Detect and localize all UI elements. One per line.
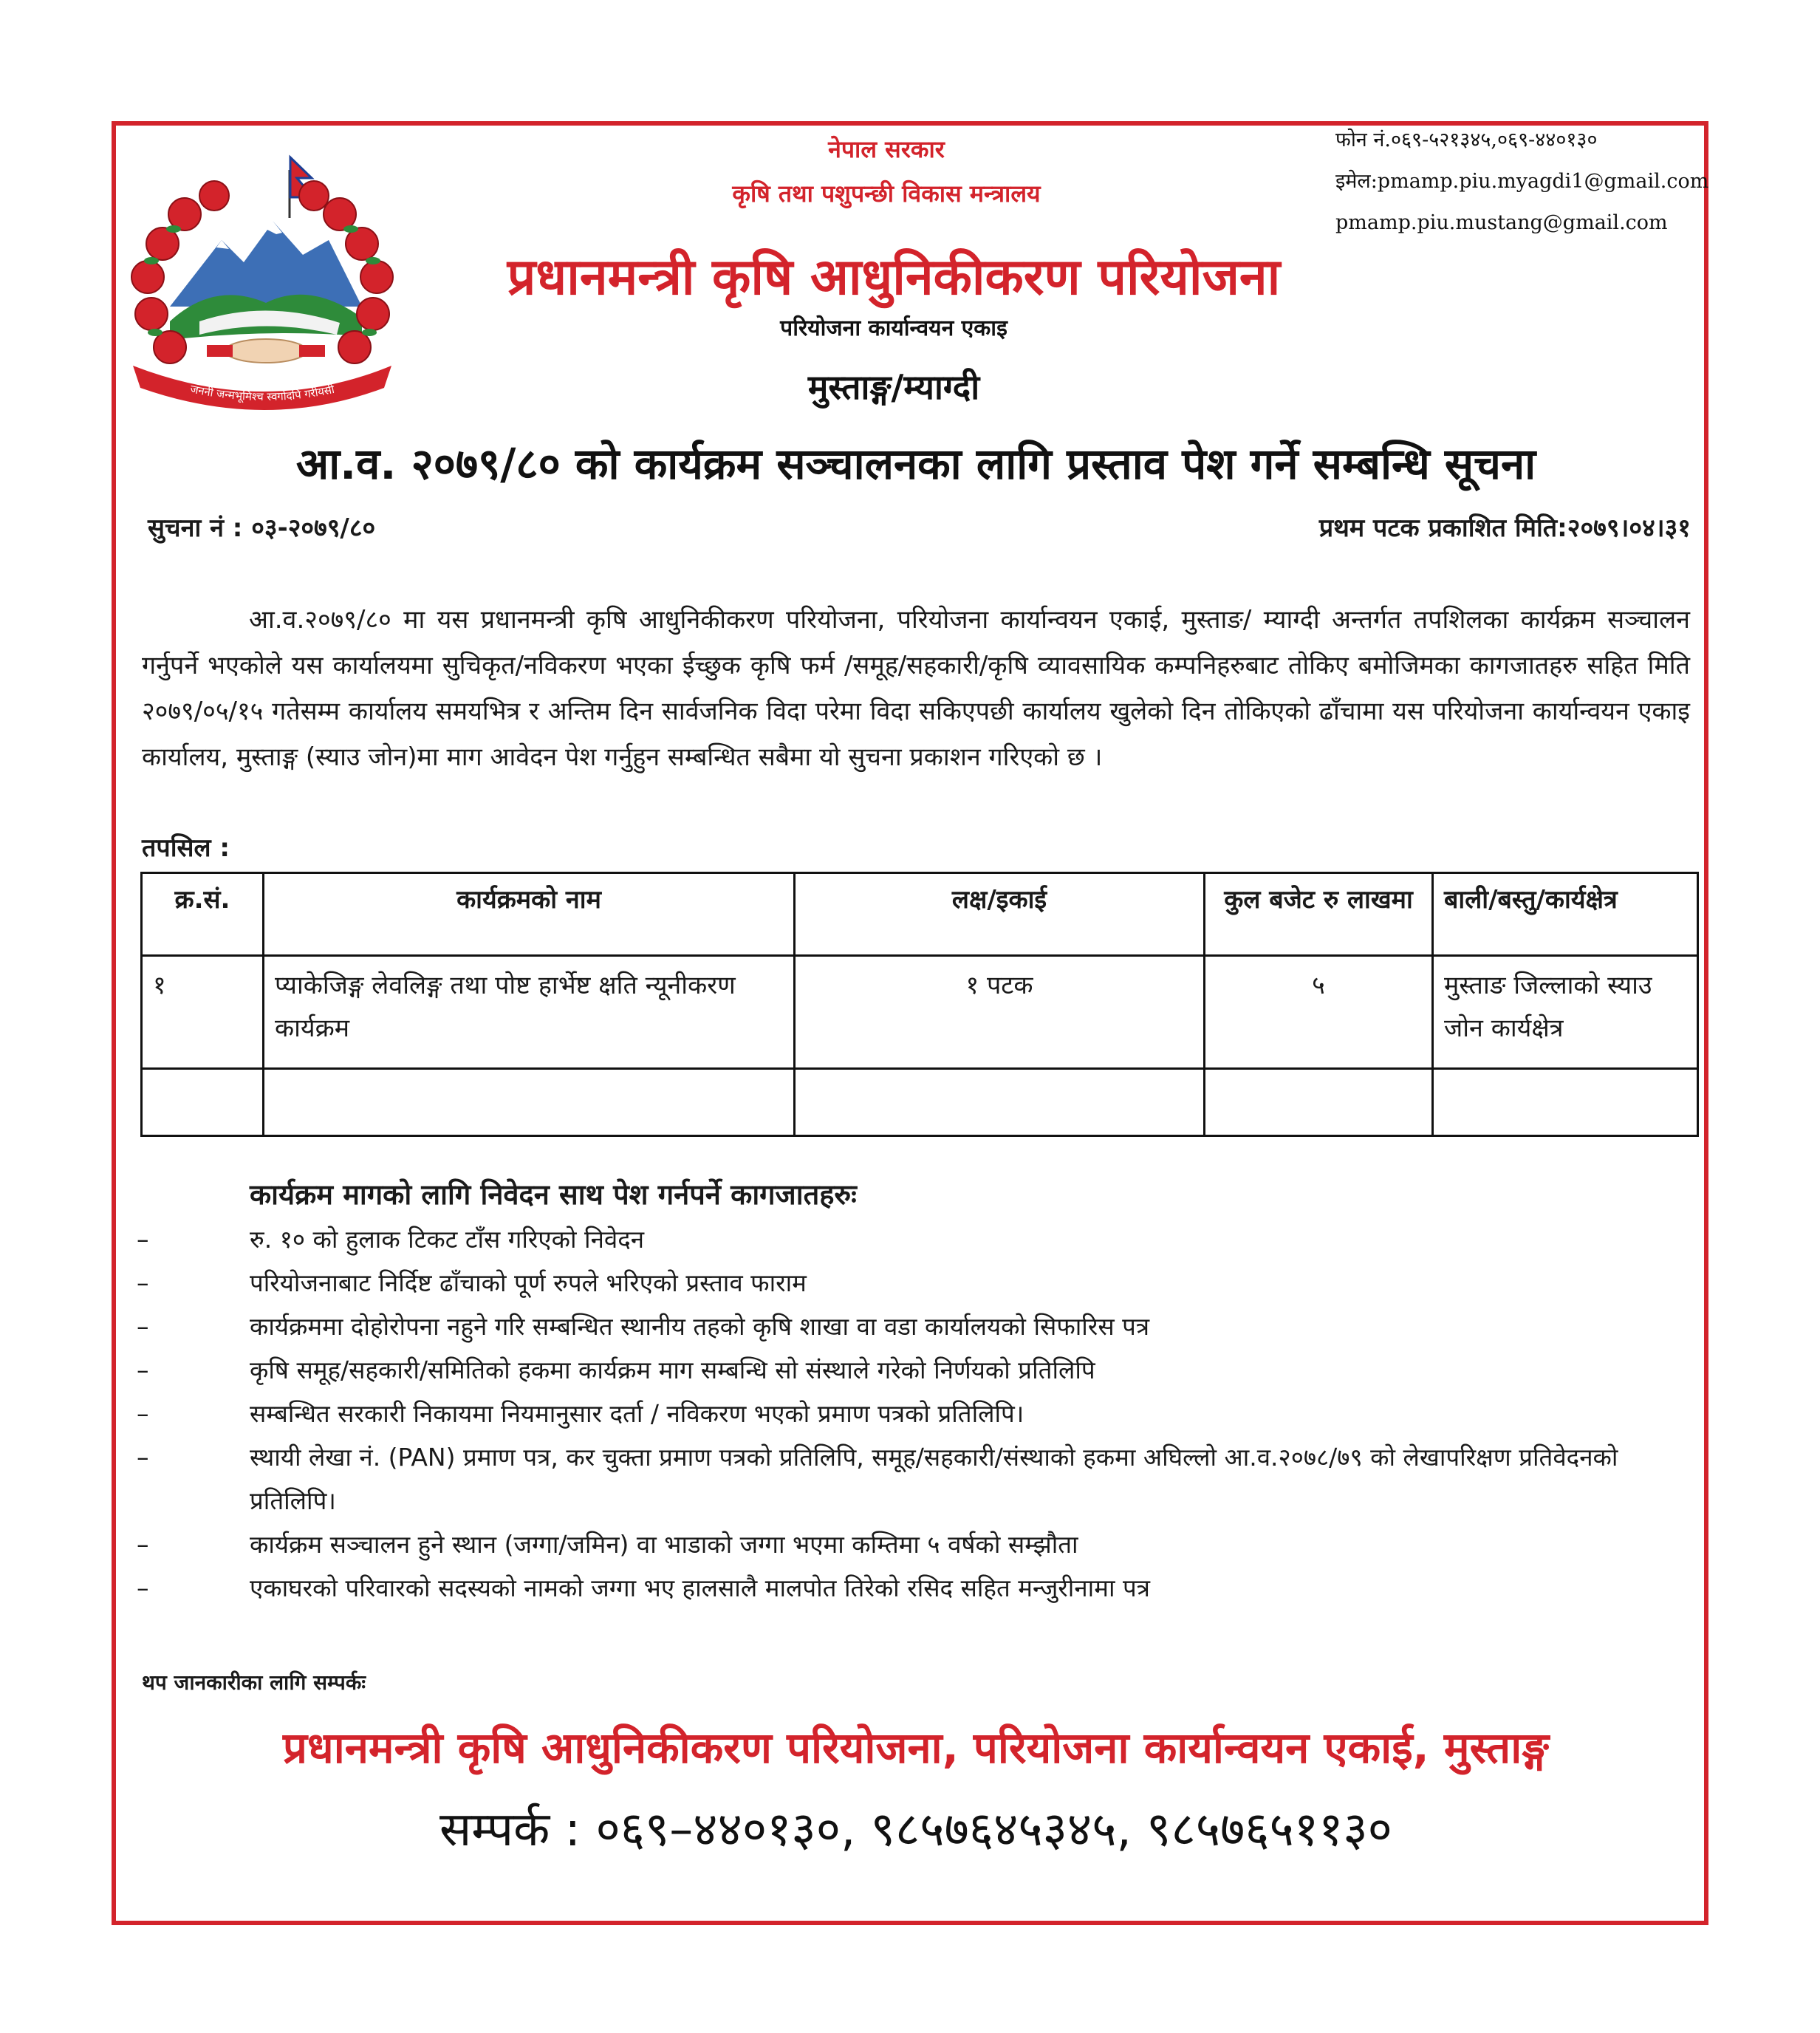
dash-bullet: – xyxy=(137,1268,149,1297)
document-text: स्थायी लेखा नं. (PAN) प्रमाण पत्र, कर चुक्ता प्रमाण पत्रको प्रतिलिपि, समूह/सहकारी/संस्थाको हकमा अघिल्लो आ.व.२०७८/७९ को लेखापरिक्षण प्रतिवेदनको प्रतिलिपि। xyxy=(250,1443,1618,1515)
nepal-emblem-icon xyxy=(118,151,406,414)
government-name: नेपाल सरकार xyxy=(828,135,945,163)
list-item xyxy=(137,1217,1703,1261)
district-name: मुस्ताङ्ग/म्याग्दी xyxy=(807,367,980,407)
notice-title: आ.व. २०७९/८० को कार्यक्रम सञ्चालनका लागि प्रस्ताव पेश गर्ने सम्बन्धि सूचना xyxy=(295,439,1536,489)
notice-body: आ.व.२०७९/८० मा यस प्रधानमन्त्री कृषि आधुनिकीकरण परियोजना, परियोजना कार्यान्वयन एकाई, मुस्ताङ/ म्याग्दी अन्तर्गत तपशिलका कार्यक्रम सञ्चालन गर्नुपर्ने भएकोले यस कार्यालयमा सुचिकृत/नविकरण भएका ईच्छुक कृषि फर्म /समूह/सहकारी/कृषि व्यावसायिक कम्पनिहरुबाट तोकिए बमोजिमका कागजातहरु सहित मिति २०७९/०५/१५ गतेसम्म कार्यालय समयभित्र र अन्तिम दिन सार्वजनिक विदा परेमा विदा सकिएपछी कार्यालय खुलेको दिन तोकिएको ढाँचामा यस परियोजना कार्यान्वयन एकाइ कार्यालय, मुस्ताङ्ग (स्याउ जोन)मा माग आवेदन पेश गर्नुहुन सम्बन्धित सबैमा यो सुचना प्रकाशन गरिएको छ । xyxy=(142,605,1690,772)
table-row xyxy=(142,1069,1698,1136)
list-item xyxy=(137,1392,1703,1435)
ministry-name: कृषि तथा पशुपन्छी विकास मन्त्रालय xyxy=(732,180,1041,208)
unit-name: परियोजना कार्यान्वयन एकाइ xyxy=(780,315,1008,341)
footer-contact-numbers: सम्पर्क : ०६९–४४०१३०, ९८५७६४५३४५, ९८५७६५११३० xyxy=(439,1803,1392,1857)
documents-heading: कार्यक्रम मागको लागि निवेदन साथ पेश गर्नपर्ने कागजातहरुः xyxy=(250,1178,857,1211)
dash-bullet: – xyxy=(137,1443,149,1472)
dash-bullet: – xyxy=(137,1356,149,1384)
phone-numbers: फोन नं.०६९-५२१३४५,०६९-४४०१३० xyxy=(1335,129,1598,151)
document-text: परियोजनाबाट निर्दिष्ट ढाँचाको पूर्ण रुपले भरिएको प्रस्ताव फाराम xyxy=(250,1268,807,1297)
document-text: रु. १० को हुलाक टिकट टाँस गरिएको निवेदन xyxy=(250,1225,645,1254)
cell-budget: ५ xyxy=(1205,956,1433,1069)
table-header-row xyxy=(142,873,1698,956)
email-myagdi: इमेल:pmamp.piu.myagdi1@gmail.com xyxy=(1335,170,1709,193)
cell-program xyxy=(264,1069,795,1136)
tapsil-label: तपसिल : xyxy=(142,833,230,863)
document-text: सम्बन्धित सरकारी निकायमा नियमानुसार दर्ता / नविकरण भएको प्रमाण पत्रको प्रतिलिपि। xyxy=(250,1399,1024,1428)
footer-project-title: प्रधानमन्त्री कृषि आधुनिकीकरण परियोजना, परियोजना कार्यान्वयन एकाई, मुस्ताङ्ग xyxy=(283,1723,1549,1773)
more-info-label: थप जानकारीका लागि सम्पर्कः xyxy=(142,1670,366,1695)
document-text: कार्यक्रम सञ्चालन हुने स्थान (जग्गा/जमिन) वा भाडाको जग्गा भएमा कम्तिमा ५ वर्षको सम्झौता xyxy=(250,1530,1078,1559)
cell-serial: १ xyxy=(142,956,264,1069)
dash-bullet: – xyxy=(137,1312,149,1341)
list-item xyxy=(137,1348,1703,1392)
program-table xyxy=(140,872,1699,1137)
document-text: कृषि समूह/सहकारी/समितिको हकमा कार्यक्रम माग सम्बन्धि सो संस्थाले गरेको निर्णयको प्रतिलिपि xyxy=(250,1356,1095,1384)
cell-area: मुस्ताङ जिल्लाको स्याउ जोन कार्यक्षेत्र xyxy=(1433,956,1698,1069)
document-text: कार्यक्रममा दोहोरोपना नहुने गरि सम्बन्धित स्थानीय तहको कृषि शाखा वा वडा कार्यालयको सिफारिस पत्र xyxy=(250,1312,1150,1341)
col-budget-header: कुल बजेट रु लाखमा xyxy=(1205,873,1433,956)
cell-budget xyxy=(1205,1069,1433,1136)
table-row xyxy=(142,956,1698,1069)
documents-list xyxy=(137,1217,1703,1610)
dash-bullet: – xyxy=(137,1574,149,1602)
publish-date: प्रथम पटक प्रकाशित मिति:२०७९।०४।३१ xyxy=(1318,513,1691,543)
emblem-motto: जननी जन्मभूमिश्च स्वर्गादपि गरीयसी xyxy=(188,382,336,404)
cell-target xyxy=(795,1069,1205,1136)
col-program-header: कार्यक्रमको नाम xyxy=(264,873,795,956)
list-item xyxy=(137,1435,1703,1523)
dash-bullet: – xyxy=(137,1399,149,1428)
cell-area xyxy=(1433,1069,1698,1136)
cell-target: १ पटक xyxy=(795,956,1205,1069)
col-area-header: बाली/बस्तु/कार्यक्षेत्र xyxy=(1433,873,1698,956)
list-item xyxy=(137,1523,1703,1566)
list-item xyxy=(137,1305,1703,1348)
col-target-header: लक्ष/इकाई xyxy=(795,873,1205,956)
project-title: प्रधानमन्त्री कृषि आधुनिकीकरण परियोजना xyxy=(507,248,1281,307)
dash-bullet: – xyxy=(137,1225,149,1254)
cell-program: प्याकेजिङ्ग लेवलिङ्ग तथा पोष्ट हार्भेष्ट क्षति न्यूनीकरण कार्यक्रम xyxy=(264,956,795,1069)
list-item xyxy=(137,1566,1703,1610)
col-serial-header: क्र.सं. xyxy=(142,873,264,956)
cell-serial xyxy=(142,1069,264,1136)
contact-info xyxy=(1335,120,1720,244)
dash-bullet: – xyxy=(137,1530,149,1559)
email-mustang: pmamp.piu.mustang@gmail.com xyxy=(1335,211,1668,234)
notice-number: सुचना नं : ०३-२०७९/८० xyxy=(148,513,376,543)
list-item xyxy=(137,1261,1703,1305)
document-text: एकाघरको परिवारको सदस्यको नामको जग्गा भए हालसालै मालपोत तिरेको रसिद सहित मन्जुरीनामा पत्र xyxy=(250,1574,1150,1602)
